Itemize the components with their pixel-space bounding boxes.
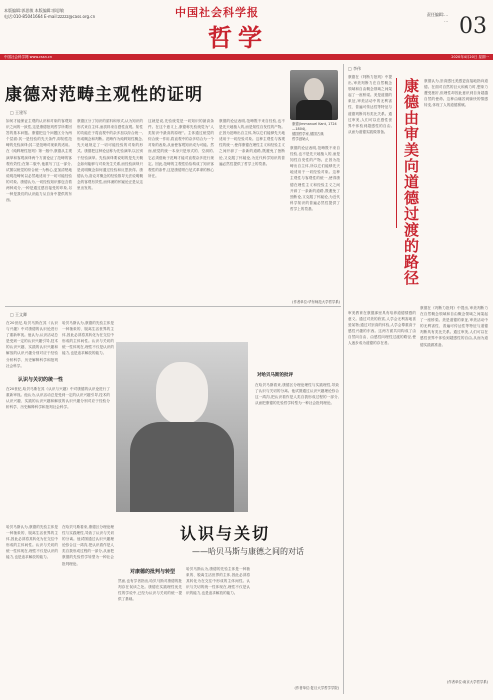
article1-title: 康德对范畴主观性的证明 xyxy=(5,85,203,105)
article2-col4: 康德在《判断力批判》中提出,审美判断力在自然概念领域和自由概念领域之间架起了一座桥梁。美是道德的象征,审美活动中的无利害性、普遍可传达性等特征与道德判断具有类比关系。通过审美,人们可以在感性世界中体验到超感性的自由,从而为道德实践做准备。 xyxy=(420,306,488,347)
caption-line: 康德(Immanuel Kant, 1724—1804), xyxy=(292,122,337,131)
section-title: 哲学 xyxy=(208,23,268,52)
column-divider xyxy=(343,64,344,694)
article2-col1: 康德在《判断力批判》中提出,审美判断力在自然概念领域和自由概念领域之间架起了一座桥梁。美是道德的象征,审美活动中的无利害性、普遍可传达性等特征与道德判断具有类比关系。通过审美,人们可以在感性世界中体验到超感性的自由,从而为道德实践做准备。 xyxy=(348,75,392,134)
article2-author-note: (作者单位:南京大学哲学系) xyxy=(446,680,488,684)
article1-byline: □ 王建军 xyxy=(10,110,28,115)
masthead-right-info xyxy=(348,12,448,24)
box-title: 对哈贝马斯的批评 xyxy=(257,373,293,378)
article3-col1: 在20世纪,哈贝马斯在其《认识与兴趣》中对康德的认识论进行了重新审视。他认为,认识活动总是受到一定的认识兴趣引导,技术的认识兴趣、实践的认识兴趣和解放的认识兴趣分别对应于经验分析科学、历史解释科学和批判社会科学。 xyxy=(6,387,110,410)
kant-portrait xyxy=(290,70,338,120)
header-bar-right: 2020年4月20日 星期一 xyxy=(451,55,489,59)
masthead-info-line: 责任编辑:... xyxy=(426,12,448,17)
paper-name: 中国社会科学报 xyxy=(175,6,259,19)
article3-col3: 在哈贝马斯看来,康德区分理论理性与实践理性,导致了认识与关切的分离。他试图通过认识兴趣理论弥合这一鸿沟,把认识看作是人类自我形成过程的一部分,从而把康德的先验哲学转型为一种社会批判理论。 xyxy=(62,525,114,566)
article1-col4: 康德的论证表明,范畴既不来自经验,也不是先天地植入的,而是知性自发性的产物。正因为范畴出自主体,所以它们能够先天地适用于一切经验对象。这种主观性与客观性的统一,使得康德在理性主义和经验主义之间开辟了一条新的道路,既避免了独断论,又克服了怀疑论,为近代科学知识的普遍必然性提供了哲学上的奠基。 xyxy=(219,119,285,166)
habermas-portrait xyxy=(116,342,248,512)
portrait-caption xyxy=(292,122,340,142)
article3-author-note: (作者单位:复旦大学哲学学院) xyxy=(294,686,339,690)
article3-col4: 然而,也有学者指出,哈贝马斯对康德的批判存在误读之处。康德在实践理性优先性的学说中,已经为认识与关切的统一提供了基础。 xyxy=(118,579,182,602)
caption-line: 哲学创始人 xyxy=(292,137,309,141)
masthead-left-info xyxy=(4,8,95,20)
article3-section-title: 认识与关切的统一性 xyxy=(18,377,64,383)
header-bar-left: 中国社会科学网 www.cssn.cn xyxy=(4,55,53,59)
article3-col5: 哈贝马斯认为,康德的先验主体是一种抽象的、脱离生活世界的主体,因此必须将其转化为在交往中形成的主体间性。认识与关切的统一性体现在,理性不仅是认识的能力,也是追求解放的能力。 xyxy=(186,567,250,596)
article3-byline: □ 王文卿 xyxy=(10,312,28,317)
article1-col5: 康德的论证表明,范畴既不来自经验,也不是先天地植入的,而是知性自发性的产物。正因为范畴出自主体,所以它们能够先天地适用于一切经验对象。这种主观性与客观性的统一,使得康德在理性主义和经验主义之间开辟了一条新的道路,既避免了独断论,又克服了怀疑论,为近代科学知识的普遍必然性提供了哲学上的奠基。 xyxy=(290,146,340,211)
masthead-info-line: ... xyxy=(444,18,448,23)
article3-box-text: 在哈贝马斯看来,康德区分理论理性与实践理性,导致了认识与关切的分离。他试图通过认识兴趣理论弥合这一鸿沟,把认识看作是人类自我形成过程的一部分,从而把康德的先验哲学转型为一种社会批判理论。 xyxy=(255,383,339,406)
article3-intro-col1: 在20世纪,哈贝马斯在其《认识与兴趣》中对康德的认识论进行了重新审视。他认为,认识活动总是受到一定的认识兴趣引导,技术的认识兴趣、实践的认识兴趣和解放的认识兴趣分别对应于经验分析科学、历史解释科学和批判社会科学。 xyxy=(6,321,58,368)
article3-title: 认识与关切 xyxy=(180,524,271,543)
article1-col1: 如何才能保证主观的认识和对象的客观知识之间的一致性,这是康德批判哲学所要回答的基本问题。康德把这个问题区分为两个层面:其一是经验的先天条件,即知性范畴的先验演绎;其二是范畴对现象的适用。在《纯粹理性批判》第一版中,康德从主观演绎和客观演绎两个方面论证了范畴的客观有效性;在第二版中,他重写了这一部分,试图以统觉的综合统一为核心,更加清楚地说明范畴何以必然地适用于一切可能经验的对象。康德认为,一切经验知识都包含着两种成分,一种是通过感官接受的印象,另一种是我们的认识能力从自身中提供的东西。 xyxy=(6,119,72,203)
article3-col2: 哈贝马斯认为,康德的先验主体是一种抽象的、脱离生活世界的主体,因此必须将其转化为在交往中形成的主体间性。认识与关切的统一性体现在,理性不仅是认识的能力,也是追求解放的能力。 xyxy=(6,525,58,560)
article2-title: 康德由审美向道德过渡的路径 xyxy=(402,78,420,286)
page-number: 03 xyxy=(459,14,487,39)
article3-subtitle: ——哈贝马斯与康德之间的对话 xyxy=(192,547,304,556)
masthead xyxy=(0,0,493,58)
masthead-info-line: 电话:010-85041664 E-mail:zzzzz@cass.org.cn xyxy=(4,14,96,19)
article2-col3: 审美教育在康德那里具有培养道德情感的意义。通过对美的欣赏,人学会无利害地喜爱某物;通过对崇高的体验,人学会尊重高于感性兴趣的东西。这两方面共同构成了由自然向自由、由感性向理性过渡的路径,使人逐步成为道德的存在者。 xyxy=(348,311,416,346)
header-bar xyxy=(0,54,493,60)
article2-byline: □ 李伟 xyxy=(348,66,362,71)
article1-col3: 这就是说,先验统觉是一切知识的最高条件。在这个意义上,康德称先验统觉为“人类知识中最高的原理”。主体通过统觉的综合统一作用,将直观中的杂多结合为一个对象的表象,从而使客观知识成为可能。然而,统觉的统一本身只是形式的、空洞的,它必须借助于范畴才能对直观杂多进行规定。因此,范畴的主观性恰恰构成了知识客观性的条件,这是康德哥白尼式革命的核心所在。 xyxy=(148,119,214,178)
horizontal-divider xyxy=(5,306,341,307)
article3-subsection: 对康德的批判与转型 xyxy=(130,569,176,575)
caption-line: 德国哲学家,德国古典 xyxy=(292,132,324,136)
article2-col2: 康德认为,崇高感比美感更直接地指向道德。在面对自然的巨大和威力时,想象力遭受挫折,但理性却因此意识到自身超越自然的使命。这种由痛苦到愉快的情感转变,体现了人的道德禀赋。 xyxy=(424,79,488,108)
article3-intro-col2: 哈贝马斯认为,康德的先验主体是一种抽象的、脱离生活世界的主体,因此必须将其转化为在交往中形成的主体间性。认识与关切的统一性体现在,理性不仅是认识的能力,也是追求解放的能力。 xyxy=(62,321,114,356)
article1-col2: 康德区分了知识的质料和形式,认为知识的形式来自主体,而质料来自感性直观。知性的功能在于将直观中的杂多加以综合统一,形成概念和判断。范畴作为纯粹知性概念,先天地规定了一切可能经验的对象的形式。康德把这种论证称为先验演绎,以区别于经验演绎。先验演绎要说明的是先天概念如何能够与对象发生关系,而经验演绎只是说明概念如何通过经验和反思获得。康德认为,洛克对概念的经验推导无法说明概念的客观有效性,而休谟的怀疑论正是从这里出发的。 xyxy=(77,119,143,191)
masthead-info-line: 本版编辑:郭思敏 本版编辑:郭思敏 xyxy=(4,8,64,13)
article1-author-note: (作者单位:华东师范大学哲学系) xyxy=(292,300,340,304)
